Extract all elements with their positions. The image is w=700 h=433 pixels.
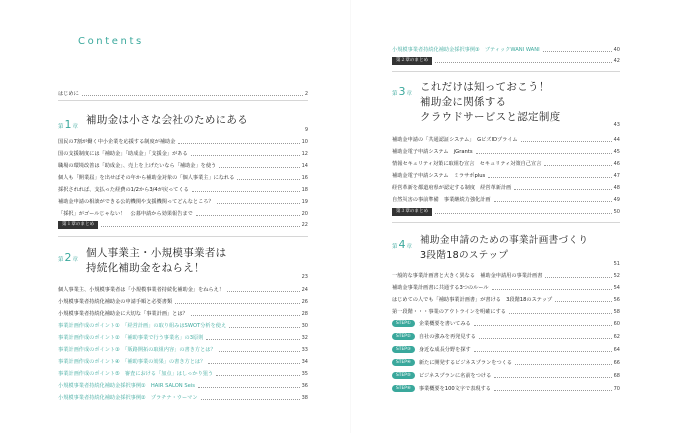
left-page [58, 0, 308, 433]
chapter-1-heading[interactable] [58, 113, 308, 133]
chapter-label: 第3章 [392, 85, 413, 98]
toc-row-label: 事業計画作成のポイント⑤ 審査における「加点」はしっかり狙う [58, 371, 214, 377]
toc-row-page: 18 [301, 187, 308, 193]
step-label: 身近な成長分野を探す [418, 347, 471, 353]
toc-row-label: 事業計画作成のポイント① 「経営計画」の取り組みはSWOT分析を使え [58, 323, 227, 329]
step-label: 自社の強みを再発見する [418, 334, 476, 340]
toc-row[interactable] [392, 168, 620, 179]
chapter-title: これだけは知っておこう！ [420, 81, 550, 93]
toc-row[interactable] [58, 306, 308, 317]
divider [392, 222, 620, 223]
chapter-3-summary[interactable] [392, 206, 620, 217]
divider [58, 236, 308, 237]
leader-dots [206, 339, 299, 340]
toc-row[interactable] [58, 282, 308, 293]
toc-row-label: 補助金申請の「共通認証システム」 GビズIDプライム [392, 137, 518, 143]
divider [392, 71, 620, 72]
toc-row[interactable] [58, 330, 308, 341]
leader-dots [476, 153, 612, 154]
toc-row-page: 24 [301, 287, 308, 293]
toc-row-label: 小規模事業者持続化補助金の申請手順と必要書類 [58, 299, 173, 305]
chapter-2-heading[interactable] [58, 246, 308, 280]
chapter-label: 第2章 [58, 251, 79, 264]
toc-row[interactable] [58, 158, 308, 169]
toc-row-label: 補助金電子申請システム ミラサポplus [392, 173, 486, 179]
toc-row-page: 38 [301, 395, 308, 401]
toc-row-label: 小規模事業者持続化補助金採択事例② プラチナ・ウーマン [58, 395, 198, 401]
toc-row-label: 職場の環境改善は「助成金」、売上を上げたいなら「補助金」を使う [58, 163, 217, 169]
leader-dots [488, 177, 611, 178]
leader-dots [555, 301, 611, 302]
toc-row-page: 36 [301, 383, 308, 389]
toc-row-label: 自然災害の事前準備 事業継続力強化計画 [392, 197, 491, 203]
step-label: 企業概要を書いてみる [418, 321, 471, 327]
toc-row[interactable] [58, 134, 308, 145]
step-badge: STEP③ [392, 346, 415, 353]
divider [58, 100, 308, 101]
toc-row-intro[interactable] [58, 86, 308, 97]
chapter-title: 補助金に関係する [420, 96, 507, 108]
toc-row-label: 小規模事業者持続化補助金採択事例① HAIR SALON Seis [58, 383, 195, 389]
step-badge: STEP⑤ [392, 372, 415, 379]
leader-dots [191, 155, 300, 156]
leader-dots [494, 377, 611, 378]
chapter-page: 23 [301, 274, 308, 280]
toc-row-label: 補助金事業計画書に共通する3つのルール [392, 285, 489, 291]
toc-row-page: 16 [301, 175, 308, 181]
step-row[interactable] [392, 383, 620, 394]
chapter-page: 9 [304, 127, 308, 133]
toc-row[interactable] [58, 194, 308, 205]
toc-row-label: 補助金申請の相談ができる公的機関や支援機関ってどんなところ？ [58, 199, 214, 205]
toc-row-page: 35 [301, 371, 308, 377]
toc-row-page: 30 [301, 323, 308, 329]
toc-row[interactable] [392, 268, 620, 279]
leader-dots [509, 313, 612, 314]
toc-row-page: 46 [613, 161, 620, 167]
leader-dots [175, 303, 299, 304]
leader-dots [479, 338, 612, 339]
toc-row[interactable] [58, 342, 308, 353]
chapter-title: クラウドサービスと認定制度 [420, 111, 561, 123]
toc-row-label: はじめての人でも「補助事業計画書」が書ける 3段階18のステップ [392, 297, 553, 303]
step-badge: STEP① [392, 320, 415, 327]
page-gutter [350, 0, 351, 433]
contents-title: Contents [78, 36, 144, 47]
toc-row[interactable] [58, 366, 308, 377]
toc-row-label: 小規模事業者持続化補助金に大切な「事業計画」とは？ [58, 311, 188, 317]
summary-badge: 第１章のまとめ [58, 221, 98, 229]
toc-row-page: 54 [613, 285, 620, 291]
chapter-label: 第4章 [392, 238, 413, 251]
toc-row[interactable] [58, 182, 308, 193]
toc-row-label: 国の支援制度には「補助金」「助成金」「支援金」がある [58, 151, 188, 157]
toc-row-label: 第一段階・・・事業のアウトラインを明確にする [392, 309, 506, 315]
leader-dots [219, 351, 300, 352]
leader-dots [474, 351, 612, 352]
toc-row-page: 48 [613, 185, 620, 191]
leader-dots [192, 191, 300, 192]
leader-dots [435, 62, 611, 63]
toc-row-label: 経営革新を都道府県が認定する制度 経営革新計画 [392, 185, 512, 191]
chapter-title: 3段階18のステップ [420, 250, 509, 261]
chapter-1-summary[interactable] [58, 219, 308, 230]
toc-row-label: 個人事業主、小規模事業者は「小規模事業者持続化補助金」をねらえ！ [58, 287, 225, 293]
toc-row-label: 事業計画作成のポイント② 「補助事業で行う事業名」の3原則 [58, 335, 204, 341]
toc-row-page: 34 [301, 359, 308, 365]
toc-row[interactable] [392, 144, 620, 155]
toc-row-label: 情報セキュリティ対策に取組む宣言 セキュリティ対策自己宣言 [392, 161, 542, 167]
chapter-title: 持続化補助金をねらえ！ [86, 262, 205, 274]
step-row[interactable] [392, 331, 620, 342]
chapter-title: 個人事業主・小規模事業者は [86, 247, 227, 259]
toc-row[interactable] [392, 292, 620, 303]
leader-dots [435, 213, 611, 214]
leader-dots [545, 277, 611, 278]
toc-row-page: 2 [304, 91, 308, 97]
toc-row-label: 補助金電子申請システム jGrants [392, 149, 473, 155]
leader-dots [196, 215, 300, 216]
leader-dots [543, 51, 612, 52]
toc-row-page: 45 [613, 149, 620, 155]
summary-badge: 第２章のまとめ [392, 57, 432, 65]
toc-row-page: 56 [613, 297, 620, 303]
step-row[interactable] [392, 370, 620, 381]
toc-row-label: 「採択」がゴールじゃない！ 公募申請から効果報告まで [58, 211, 193, 217]
summary-badge: 第３章のまとめ [392, 208, 432, 216]
toc-row-label: 国民の7割が働く中小企業を応援する制度が補助金 [58, 139, 176, 145]
toc-row-page: 60 [613, 320, 620, 327]
toc-row[interactable] [58, 294, 308, 305]
step-badge: STEP⑥ [392, 385, 415, 392]
chapter-title: 補助金は小さな会社のためにある [86, 114, 249, 126]
toc-row-page: 52 [613, 273, 620, 279]
toc-row-page: 44 [613, 137, 620, 143]
toc-row-page: 12 [301, 151, 308, 157]
leader-dots [494, 201, 612, 202]
chapter-2-summary[interactable] [392, 55, 620, 66]
leader-dots [227, 291, 300, 292]
toc-row[interactable] [392, 280, 620, 291]
toc-row-label: 一般的な事業計画書と大きく異なる 補助金申請用の事業計画書 [392, 273, 543, 279]
toc-row-label: はじめに [58, 91, 79, 97]
chapter-page: 43 [613, 122, 620, 128]
toc-row-label: 小規模事業者持続化補助金採択事例③ ブティックWANI WANI [392, 47, 540, 53]
leader-dots [514, 189, 611, 190]
toc-row-page: 40 [613, 47, 620, 53]
toc-row[interactable] [58, 354, 308, 365]
right-page [392, 0, 620, 433]
leader-dots [515, 364, 612, 365]
toc-row[interactable] [58, 206, 308, 217]
toc-row-page: 50 [613, 208, 620, 215]
leader-dots [178, 143, 299, 144]
toc-row-page: 58 [613, 309, 620, 315]
toc-row-page: 20 [301, 211, 308, 217]
toc-row-page: 19 [301, 199, 308, 205]
toc-row-label: 個人も「開業届」を出せばその年から補助金対象の「個人事業主」になれる [58, 175, 235, 181]
step-label: 新たに開発するビジネスプランをつくる [418, 360, 513, 366]
leader-dots [521, 141, 612, 142]
leader-dots [82, 95, 303, 96]
toc-row-page: 66 [613, 359, 620, 366]
toc-row[interactable] [58, 318, 308, 329]
toc-row[interactable] [58, 170, 308, 181]
leader-dots [544, 165, 611, 166]
leader-dots [237, 179, 299, 180]
chapter-page: 51 [613, 261, 620, 267]
leader-dots [191, 315, 300, 316]
toc-row[interactable] [392, 156, 620, 167]
leader-dots [492, 289, 612, 290]
toc-row[interactable] [58, 378, 308, 389]
toc-row-page: 33 [301, 347, 308, 353]
toc-row[interactable] [392, 180, 620, 191]
step-row[interactable] [392, 357, 620, 368]
chapter-label: 第1章 [58, 118, 79, 131]
toc-row[interactable] [392, 132, 620, 143]
leader-dots [201, 399, 300, 400]
toc-row[interactable] [58, 390, 308, 401]
leader-dots [219, 167, 299, 168]
chapter-4-heading[interactable] [392, 233, 620, 267]
toc-row-page: 62 [613, 333, 620, 340]
step-label: 事業概要を100文字で表現する [418, 386, 491, 392]
toc-row-page: 22 [301, 221, 308, 228]
step-row[interactable] [392, 344, 620, 355]
step-row[interactable] [392, 318, 620, 329]
toc-row-page: 68 [613, 372, 620, 379]
leader-dots [474, 325, 612, 326]
toc-row-label: 事業計画作成のポイント③ 「販路開拓の取組内容」の書き方とは？ [58, 347, 216, 353]
leader-dots [216, 375, 300, 376]
toc-row-label: 事業計画作成のポイント④ 「補助事業の効果」の書き方とは？ [58, 359, 206, 365]
leader-dots [229, 327, 299, 328]
toc-row-page: 64 [613, 346, 620, 353]
toc-row[interactable] [392, 304, 620, 315]
toc-row[interactable] [58, 146, 308, 157]
chapter-title: 補助金申請のための事業計画書づくり [420, 235, 589, 246]
chapter-3-heading[interactable] [392, 80, 620, 128]
toc-row-page: 42 [613, 57, 620, 64]
step-badge: STEP④ [392, 359, 415, 366]
toc-row-page: 32 [301, 335, 308, 341]
leader-dots [198, 387, 300, 388]
toc-row-page: 14 [301, 163, 308, 169]
step-label: ビジネスプランに名前をつける [418, 373, 492, 379]
toc-row-page: 26 [301, 299, 308, 305]
toc-row-page: 28 [301, 311, 308, 317]
toc-row[interactable] [392, 192, 620, 203]
toc-row-page: 10 [301, 139, 308, 145]
step-badge: STEP② [392, 333, 415, 340]
toc-row-page: 49 [613, 197, 620, 203]
toc-row-page: 47 [613, 173, 620, 179]
leader-dots [208, 363, 299, 364]
toc-row-page: 70 [613, 385, 620, 392]
toc-row-label: 採択されれば、支払った経費の1/2から3/4が戻ってくる [58, 187, 189, 193]
leader-dots [217, 203, 300, 204]
toc-row[interactable] [392, 42, 620, 53]
leader-dots [494, 390, 612, 391]
leader-dots [101, 226, 299, 227]
